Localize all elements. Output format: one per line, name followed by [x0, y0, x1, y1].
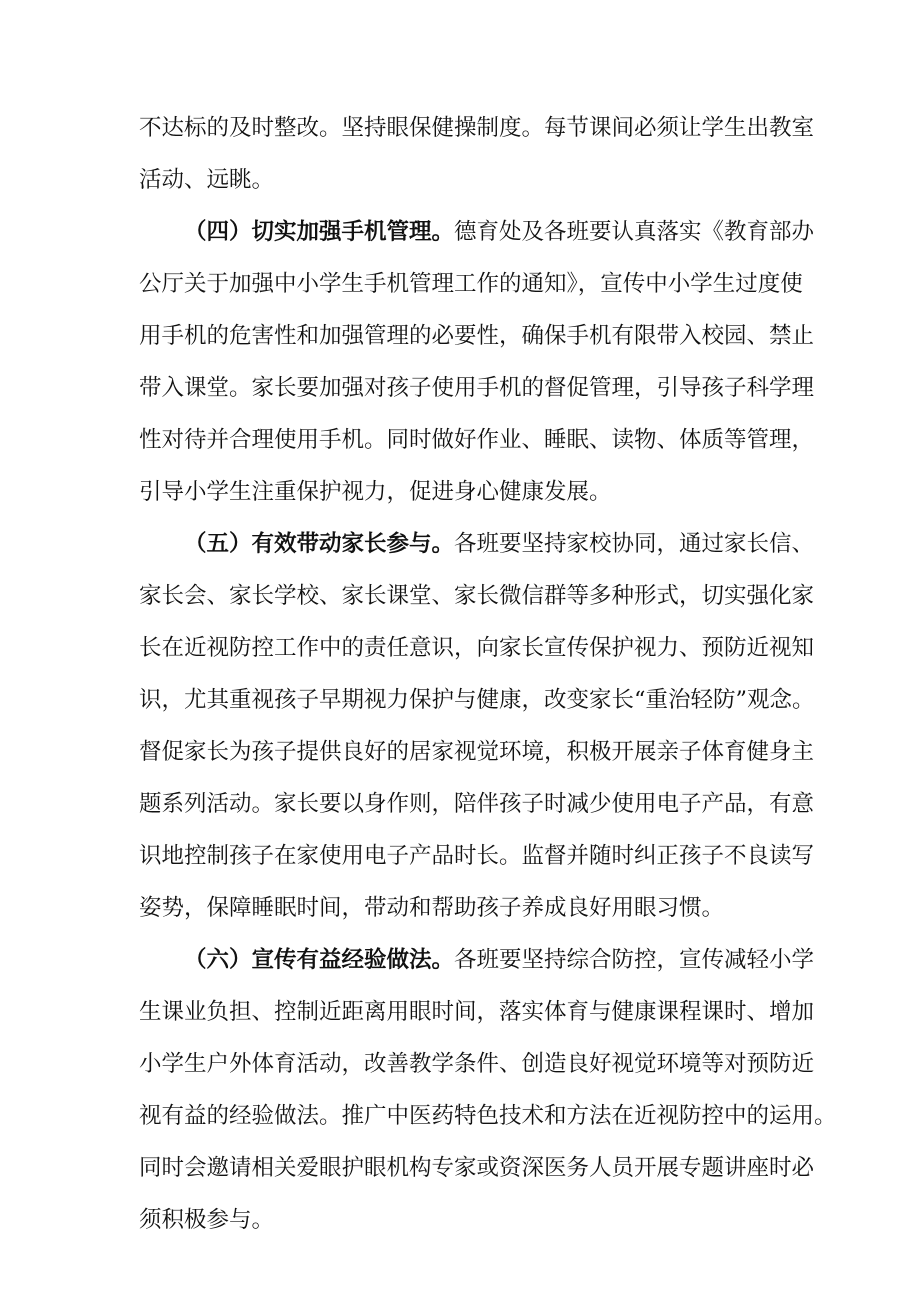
- text-line: [139, 165, 274, 195]
- text-line: [139, 269, 803, 299]
- line-text: 须积极参与。: [139, 1207, 275, 1233]
- line-text: 用手机的危害性和加强管理的必要性，确保手机有限带入校园、禁止: [139, 323, 815, 349]
- text-line: [139, 425, 814, 455]
- text-line: [139, 893, 724, 923]
- line-text: 不达标的及时整改。坚持眼保健操制度。每节课间必须让学生出教室: [139, 115, 815, 141]
- text-line: [139, 321, 814, 351]
- line-text: 生课业负担、控制近距离用眼时间，落实体育与健康课程课时、增加: [139, 999, 815, 1025]
- line-text: 带入课堂。家长要加强对孩子使用手机的督促管理，引导孩子科学理: [139, 375, 815, 401]
- line-text: 活动、远眺。: [139, 167, 275, 193]
- line-text: 家长会、家长学校、家长课堂、家长微信群等多种形式，切实强化家: [139, 583, 815, 609]
- text-line: [139, 633, 814, 663]
- text-line: [139, 373, 814, 403]
- text-line: [139, 685, 815, 715]
- line-text: 各班要坚持家校协同，通过家长信、: [454, 531, 815, 557]
- text-line: [139, 581, 814, 611]
- line-text: 视有益的经验做法。推广中医药特色技术和方法在近视防控中的运用。: [139, 1103, 837, 1129]
- section-five-first-line: [184, 529, 814, 559]
- text-line: [139, 737, 814, 767]
- heading-four: （四）切实加强手机管理。: [184, 219, 455, 245]
- line-text: 姿势，保障睡眠时间，带动和帮助孩子养成良好用眼习惯。: [139, 895, 725, 921]
- text-line: [139, 1153, 814, 1183]
- line-text: 长在近视防控工作中的责任意识，向家长宣传保护视力、预防近视知: [139, 635, 815, 661]
- text-line: [139, 1049, 814, 1079]
- text-line: [139, 997, 814, 1027]
- text-line: [139, 1205, 274, 1235]
- section-four-first-line: [184, 217, 814, 247]
- text-line: [139, 1101, 837, 1131]
- line-text: 性对待并合理使用手机。同时做好作业、睡眠、读物、体质等管理，: [139, 427, 815, 453]
- line-text: 督促家长为孩子提供良好的居家视觉环境，积极开展亲子体育健身主: [139, 739, 815, 765]
- line-text: 公厅关于加强中小学生手机管理工作的通知》，宣传中小学生过度使: [139, 271, 803, 297]
- line-text: 题系列活动。家长要以身作则，陪伴孩子时减少使用电子产品，有意: [139, 791, 815, 817]
- line-text: 各班要坚持综合防控，宣传减轻小学: [454, 947, 815, 973]
- line-text: 识，尤其重视孩子早期视力保护与健康，改变家长“重治轻防”观念。: [139, 687, 815, 713]
- line-text: 识地控制孩子在家使用电子产品时长。监督并随时纠正孩子不良读写: [139, 843, 815, 869]
- line-text: 小学生户外体育活动，改善教学条件、创造良好视觉环境等对预防近: [139, 1051, 815, 1077]
- section-six-first-line: [184, 945, 814, 975]
- text-line: [139, 477, 612, 507]
- heading-five: （五）有效带动家长参与。: [184, 531, 455, 557]
- text-line: [139, 113, 814, 143]
- text-line: [139, 789, 814, 819]
- heading-six: （六）宣传有益经验做法。: [184, 947, 455, 973]
- line-text: 德育处及各班要认真落实《教育部办: [454, 219, 815, 245]
- line-text: 引导小学生注重保护视力，促进身心健康发展。: [139, 479, 612, 505]
- line-text: 同时会邀请相关爱眼护眼机构专家或资深医务人员开展专题讲座时必: [139, 1155, 815, 1181]
- text-line: [139, 841, 814, 871]
